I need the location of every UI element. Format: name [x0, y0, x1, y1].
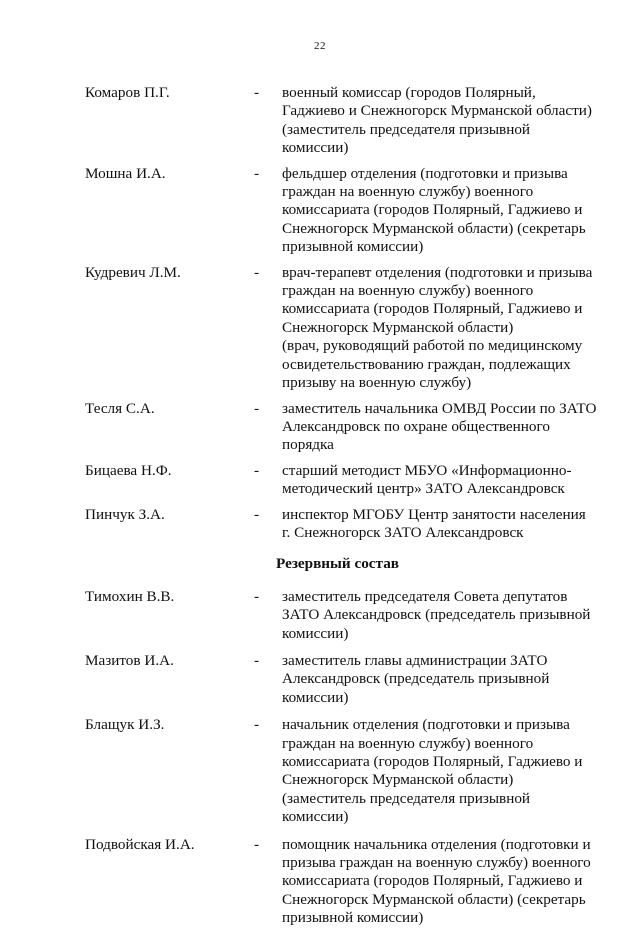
member-dash: - [254, 651, 260, 669]
member-dash: - [254, 84, 260, 101]
member-name: Мошна И.А. [85, 164, 166, 182]
position-line: заместитель председателя Совета депутатов [282, 587, 568, 605]
member-position [282, 588, 604, 643]
member-name: Тимохин В.В. [85, 587, 175, 605]
row-gap [0, 499, 640, 506]
row-gap [0, 257, 640, 264]
position-line: Снежногорск Мурманской области) (секретарь [282, 219, 586, 237]
position-line: методический центр» ЗАТО Александровск [282, 480, 565, 498]
position-line: заместитель главы администрации ЗАТО [282, 651, 548, 669]
position-line: помощник начальника отделения (подготовки и [282, 835, 591, 853]
member-row [0, 84, 640, 158]
position-line: призывной комиссии) [282, 909, 424, 927]
position-line: военный комиссар (городов Полярный, [282, 84, 536, 101]
position-line: врач-терапевт отделения (подготовки и призыва [282, 263, 593, 281]
row-gap [0, 827, 640, 836]
row-gap [0, 393, 640, 400]
position-line: (заместитель председателя призывной [282, 120, 531, 138]
member-row [0, 462, 640, 499]
member-row [0, 400, 640, 455]
position-line: призыву на военную службу) [282, 374, 472, 392]
position-line: (заместитель председателя призывной [282, 789, 531, 807]
member-position [282, 506, 604, 543]
member-row [0, 652, 640, 707]
member-position [282, 400, 604, 455]
member-position [282, 165, 604, 257]
member-position [282, 462, 604, 499]
member-position [282, 84, 604, 158]
position-line: Гаджиево и Снежногорск Мурманской области) [282, 102, 592, 120]
position-line: комиссии) [282, 808, 349, 826]
position-line: ЗАТО Александровск (председатель призывной [282, 606, 591, 624]
member-row [0, 588, 640, 643]
row-gap [0, 455, 640, 462]
member-position [282, 836, 604, 928]
member-name: Пинчук З.А. [85, 505, 165, 523]
member-name: Кудревич Л.М. [85, 263, 181, 281]
position-line: призыва граждан на военную службу) военного [282, 854, 591, 872]
position-line: комиссариата (городов Полярный, Гаджиево и [282, 753, 583, 770]
position-line: Снежногорск Мурманской области) (секретарь [282, 890, 586, 908]
member-row [0, 165, 640, 257]
position-line: комиссариата (городов Полярный, Гаджиево и [282, 872, 583, 890]
member-row [0, 836, 640, 928]
position-line: комиссариата (городов Полярный, Гаджиево и [282, 300, 583, 318]
member-name: Блащук И.З. [85, 716, 165, 734]
position-line: старший методист МБУО «Информационно- [282, 461, 572, 479]
position-line: фельдшер отделения (подготовки и призыва [282, 164, 568, 182]
member-position [282, 716, 604, 826]
commission-list [0, 84, 640, 928]
member-name: Подвойская И.А. [85, 835, 195, 853]
position-line: Снежногорск Мурманской области) [282, 771, 514, 789]
position-line: граждан на военную службу) военного [282, 282, 534, 300]
position-line: начальник отделения (подготовки и призыва [282, 716, 570, 734]
row-gap [0, 707, 640, 716]
position-line: инспектор МГОБУ Центр занятости населения [282, 505, 586, 523]
position-line: граждан на военную службу) военного [282, 734, 534, 752]
member-dash: - [254, 716, 260, 734]
main-members [0, 84, 640, 542]
position-line: Снежногорск Мурманской области) [282, 318, 514, 336]
member-dash: - [254, 461, 260, 479]
page-number: 22 [314, 40, 326, 52]
position-line: г. Снежногорск ЗАТО Александровск [282, 523, 524, 541]
member-dash: - [254, 587, 260, 605]
position-line: граждан на военную службу) военного [282, 183, 534, 201]
position-line: Александровск (председатель призывной [282, 670, 550, 688]
member-dash: - [254, 505, 260, 523]
member-name: Комаров П.Г. [85, 84, 170, 101]
member-dash: - [254, 263, 260, 281]
reserve-section-title: Резервный состав [276, 555, 399, 573]
position-line: (врач, руководящий работой по медицинскому [282, 337, 583, 355]
position-line: Александровск по охране общественного [282, 417, 550, 435]
member-name: Мазитов И.А. [85, 651, 174, 669]
member-name: Бицаева Н.Ф. [85, 461, 172, 479]
member-name: Тесля С.А. [85, 399, 155, 417]
position-line: комиссариата (городов Полярный, Гаджиево и [282, 201, 583, 219]
member-position [282, 652, 604, 707]
position-line: комиссии) [282, 139, 349, 157]
reserve-members [0, 588, 640, 928]
position-line: комиссии) [282, 688, 349, 706]
position-line: призывной комиссии) [282, 238, 424, 256]
position-line: заместитель начальника ОМВД России по ЗАТО [282, 399, 597, 417]
row-gap [0, 643, 640, 652]
member-dash: - [254, 835, 260, 853]
position-line: комиссии) [282, 624, 349, 642]
member-row [0, 506, 640, 543]
position-line: порядка [282, 436, 334, 454]
position-line: освидетельствованию граждан, подлежащих [282, 355, 571, 373]
row-gap [0, 158, 640, 165]
member-dash: - [254, 164, 260, 182]
member-row [0, 264, 640, 393]
member-dash: - [254, 399, 260, 417]
member-row [0, 716, 640, 826]
member-position [282, 264, 604, 393]
